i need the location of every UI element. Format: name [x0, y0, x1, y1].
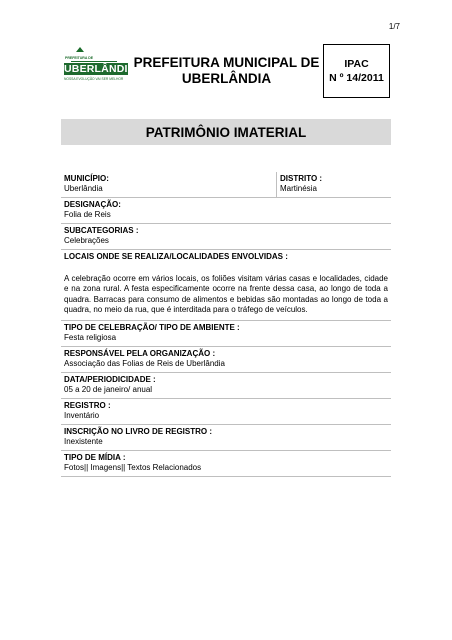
row-subcategorias	[61, 224, 391, 250]
cell-distrito	[277, 172, 325, 197]
municipio-value: Uberlândia	[64, 184, 103, 193]
subcategorias-label: SUBCATEGORIAS :	[64, 226, 139, 235]
header-title-line2: UBERLÂNDIA	[181, 71, 272, 86]
row-inscricao	[61, 425, 391, 451]
city-logo	[62, 44, 136, 98]
locais-label: LOCAIS ONDE SE REALIZA/LOCALIDADES ENVOLVIDAS :	[64, 252, 288, 261]
page-number: 1/7	[388, 22, 400, 31]
distrito-value: Martinésia	[280, 184, 317, 193]
logo-city-text: UBERLÂNDIA	[64, 63, 136, 75]
row-tipo-midia	[61, 451, 391, 477]
ipac-label: IPAC	[344, 58, 369, 70]
municipio-label: MUNICÍPIO:	[64, 174, 109, 183]
ipac-number: N º 14/2011	[329, 72, 384, 84]
tipo-midia-label: TIPO DE MÍDIA :	[64, 453, 126, 463]
distrito-label: DISTRITO :	[280, 174, 323, 183]
header-title	[130, 44, 323, 98]
ipac-box	[323, 44, 390, 98]
designacao-value: Folia de Reis	[64, 210, 111, 219]
tipo-celebracao-label: TIPO DE CELEBRAÇÃO/ TIPO DE AMBIENTE :	[64, 323, 240, 333]
subcategorias-value: Celebrações	[64, 236, 109, 245]
document-header	[62, 44, 390, 98]
responsavel-value: Associação das Folias de Reis de Uberlândia	[64, 359, 225, 369]
row-locais	[61, 250, 391, 321]
row-designacao	[61, 198, 391, 224]
inscricao-value: Inexistente	[64, 437, 103, 447]
row-registro	[61, 399, 391, 425]
header-title-line1: PREFEITURA MUNICIPAL DE	[133, 55, 320, 70]
inscricao-label: INSCRIÇÃO NO LIVRO DE REGISTRO :	[64, 427, 213, 437]
row-data	[61, 373, 391, 399]
record-form	[61, 172, 391, 477]
registro-label: REGISTRO :	[64, 401, 111, 411]
tipo-midia-value: Fotos|| Imagens|| Textos Relacionados	[64, 463, 202, 473]
responsavel-label: RESPONSÁVEL PELA ORGANIZAÇÃO :	[64, 349, 216, 359]
data-periodicidade-value: 05 a 20 de janeiro/ anual	[64, 385, 153, 395]
tipo-celebracao-value: Festa religiosa	[64, 333, 117, 343]
locais-value: A celebração ocorre em vários locais, os foliões visitam várias casas e localidades, cidade e na zona rural. A festa especificamente ocorre na frente dessa casa, ao longo de toda a quadra. Barracas para consumo de alimentos e bebidas são montadas ao longo de toda a quadra, no meio da rua, que é interditada para o tráfego de veículos.	[64, 274, 388, 314]
section-banner: PATRIMÔNIO IMATERIAL	[61, 119, 391, 145]
logo-prefeitura-text: PREFEITURA DE	[65, 56, 94, 60]
registro-value: Inventário	[64, 411, 100, 421]
row-municipio-distrito	[61, 172, 391, 198]
data-periodicidade-label: DATA/PERIODICIDADE :	[64, 375, 156, 385]
row-responsavel	[61, 347, 391, 373]
designacao-label: DESIGNAÇÃO:	[64, 200, 121, 209]
cell-municipio	[61, 172, 277, 197]
logo-tagline: NOSSA EVOLUÇÃO VAI SER MELHOR	[64, 77, 124, 81]
row-tipo-celebracao	[61, 321, 391, 347]
